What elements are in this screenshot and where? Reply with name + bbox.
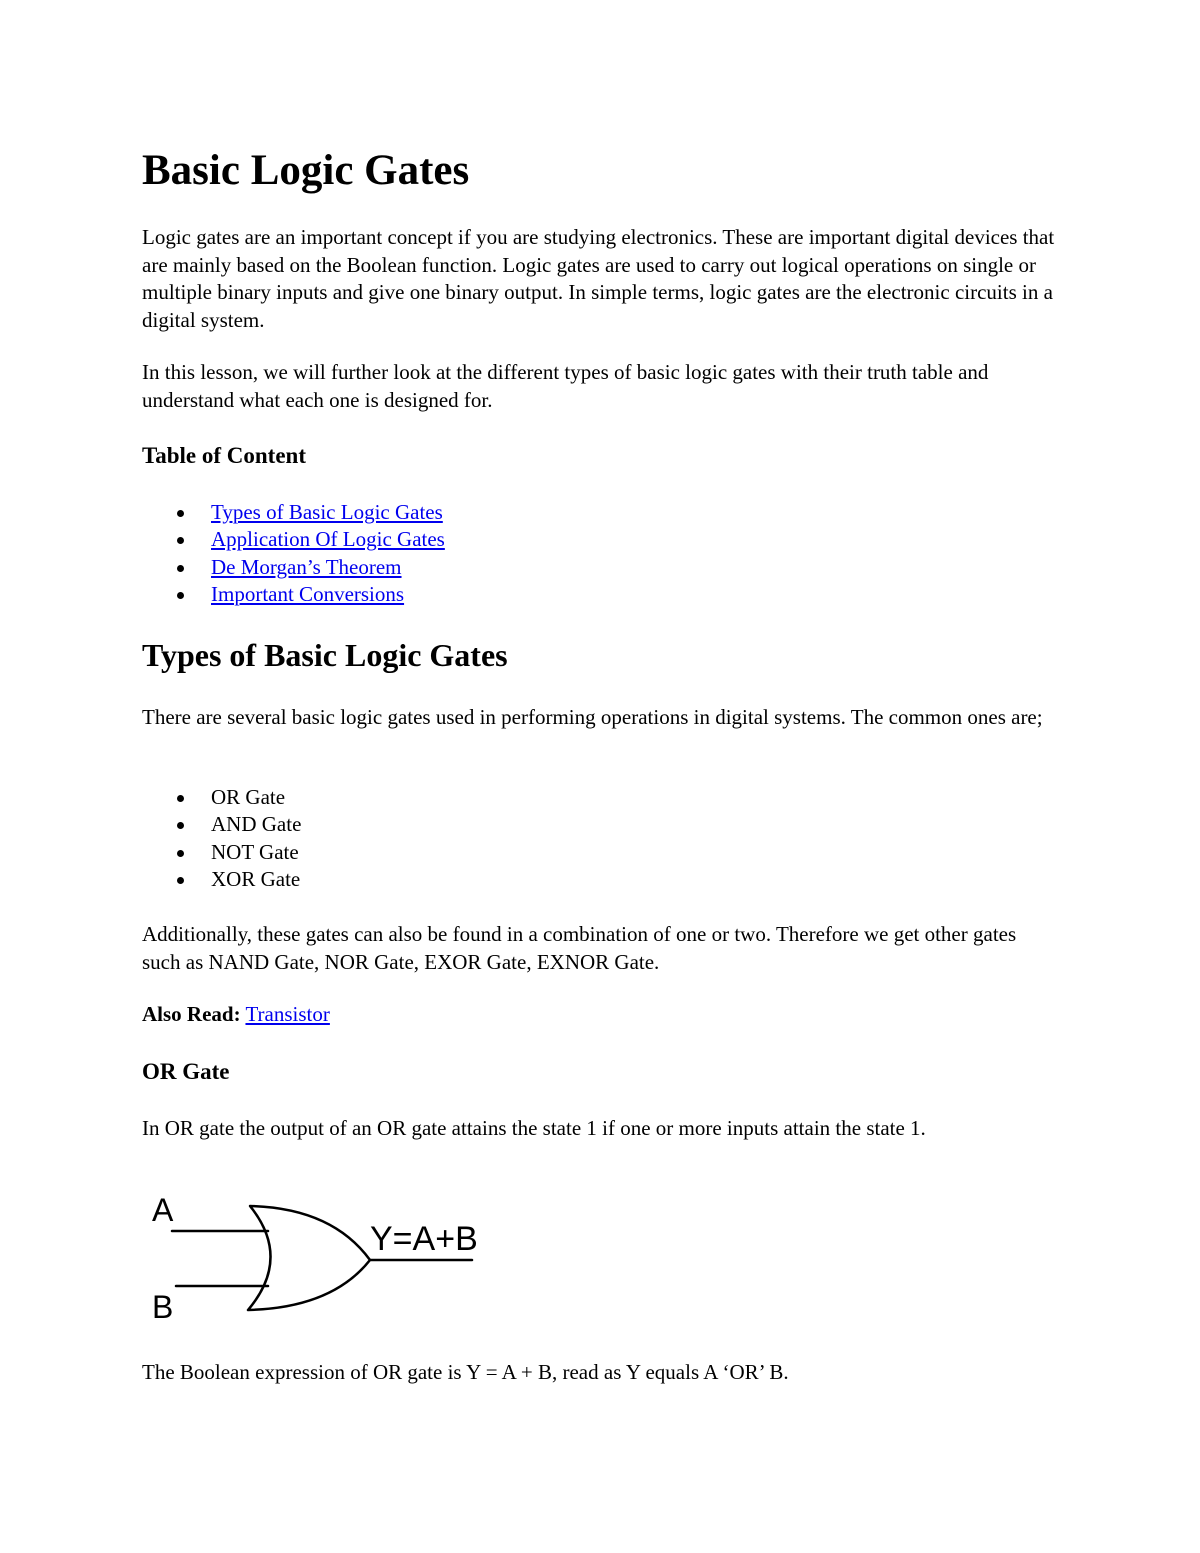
intro-paragraph-2: In this lesson, we will further look at the different types of basic logic gates with their truth table and understand what each one is designed for. [142, 360, 989, 412]
also-read-label: Also Read: [142, 1002, 241, 1026]
toc-item [142, 554, 445, 581]
transistor-link[interactable]: Transistor [245, 1002, 330, 1026]
gate-list-item: XOR Gate [142, 866, 301, 893]
gate-list [142, 784, 301, 893]
toc-link-application[interactable]: Application Of Logic Gates [211, 527, 445, 552]
or-gate-description: In OR gate the output of an OR gate attains the state 1 if one or more inputs attain the state 1. [142, 1116, 926, 1140]
or-gate-expression: The Boolean expression of OR gate is Y = A + B, read as Y equals A ‘OR’ B. [142, 1360, 789, 1384]
toc-link-types[interactable]: Types of Basic Logic Gates [211, 500, 443, 524]
gate-list-item: AND Gate [142, 811, 301, 838]
table-of-contents [142, 499, 445, 608]
toc-heading: Table of Content [142, 443, 306, 468]
gate-list-item: NOT Gate [142, 839, 301, 866]
also-read [142, 1001, 330, 1028]
page-title: Basic Logic Gates [142, 147, 470, 194]
input-b-label: B [152, 1289, 174, 1325]
intro-paragraph-1: Logic gates are an important concept if you are studying electronics. These are important digital devices that are mainly based on the Boolean function. Logic gates are used to carry out logical operations on single or multiple binary inputs and give one binary output. In simple terms, logic gates are the electronic circuits in a digital system. [142, 225, 1055, 332]
types-paragraph-1: There are several basic logic gates used in performing operations in digital systems. The common ones are; [142, 705, 1043, 729]
input-a-label: A [152, 1192, 174, 1228]
gate-list-item: OR Gate [142, 784, 301, 811]
or-gate-symbol [248, 1206, 370, 1310]
output-label: Y=A+B [370, 1220, 478, 1258]
toc-item [142, 499, 445, 526]
toc-link-conversions[interactable]: Important Conversions [211, 581, 405, 606]
toc-link-de-morgan[interactable]: De Morgan’s Theorem [211, 554, 402, 579]
types-paragraph-2: Additionally, these gates can also be found in a combination of one or two. Therefore we get other gates such as NAND Gate, NOR Gate, EXOR Gate, EXNOR Gate. [142, 922, 1017, 974]
or-gate-heading: OR Gate [142, 1059, 230, 1084]
or-gate-diagram [142, 1188, 512, 1328]
toc-item [142, 526, 445, 553]
toc-item [142, 581, 445, 608]
types-heading: Types of Basic Logic Gates [142, 637, 508, 673]
